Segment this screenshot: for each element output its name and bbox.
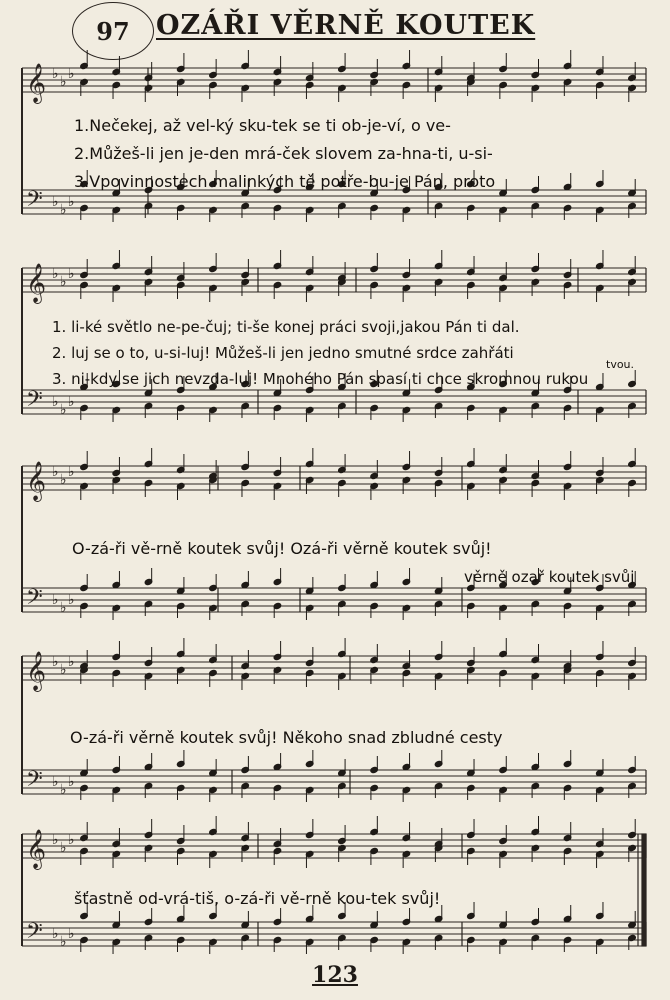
flat-icon: ♭: [68, 592, 75, 608]
flat-icon: ♭: [52, 926, 59, 942]
flat-icon: ♭: [52, 266, 59, 282]
flat-icon: ♭: [60, 662, 67, 678]
treble-clef-icon: 𝄞: [26, 651, 47, 691]
flat-icon: ♭: [52, 66, 59, 82]
flat-icon: ♭: [68, 832, 75, 848]
flat-icon: ♭: [60, 934, 67, 950]
flat-icon: ♭: [52, 774, 59, 790]
flat-icon: ♭: [68, 774, 75, 790]
flat-icon: ♭: [52, 464, 59, 480]
staff-lines: [22, 68, 646, 946]
lyric-s3-bass-line: věrně ozař koutek svůj: [464, 568, 635, 586]
flat-icon: ♭: [60, 600, 67, 616]
flat-icon: ♭: [60, 782, 67, 798]
flat-icon: ♭: [68, 394, 75, 410]
bass-clef-icon: 𝄢: [26, 187, 43, 217]
lyric-s2-verse2: 2. luj se o to, u-si-luj! Můžeš-li jen jedno smutné srdce zahřáti: [52, 344, 514, 362]
lyric-s4-refrain: O-zá-ři věrně koutek svůj! Někoho snad zbludné cesty: [70, 728, 503, 747]
treble-clef-icon: 𝄞: [26, 263, 47, 303]
bass-clef-icon: 𝄢: [26, 919, 43, 949]
lyric-s2-verse3: 3. ni-kdy se jich nevzda-luj! Mnohého Pán spasí ti chce skromnou rukou: [52, 370, 589, 388]
lyric-s1-verse3: 3.Vpovinnostech malinkých tě potře-bu-je Pán, proto: [74, 172, 496, 191]
flat-icon: ♭: [52, 394, 59, 410]
flat-icon: ♭: [52, 654, 59, 670]
flat-icon: ♭: [68, 926, 75, 942]
page-number: 123: [312, 962, 358, 988]
flat-icon: ♭: [52, 832, 59, 848]
flat-icon: ♭: [68, 654, 75, 670]
lyric-s2-verse1: 1. li-ké světlo ne-pe-čuj; ti-še konej práci svoji,jakou Pán ti dal.: [52, 318, 520, 336]
flat-icon: ♭: [60, 274, 67, 290]
lyric-s5-refrain: šťastně od-vrá-tiš, o-zá-ři vě-rně kou-tek svůj!: [74, 889, 441, 908]
treble-clef-icon: 𝄞: [26, 63, 47, 103]
flat-icon: ♭: [60, 74, 67, 90]
treble-clef-icon: 𝄞: [26, 461, 47, 501]
flat-icon: ♭: [68, 464, 75, 480]
flat-icon: ♭: [52, 194, 59, 210]
lyric-s1-verse2: 2.Můžeš-li jen je-den mrá-ček slovem za-hna-ti, u-si-: [74, 144, 493, 163]
bass-clef-icon: 𝄢: [26, 585, 43, 615]
final-barline: [642, 834, 646, 946]
lyric-s3-refrain: O-zá-ři vě-rně koutek svůj! Ozá-ři věrně koutek svůj!: [72, 539, 492, 558]
flat-icon: ♭: [60, 840, 67, 856]
flat-icon: ♭: [60, 202, 67, 218]
flat-icon: ♭: [52, 592, 59, 608]
treble-clef-icon: 𝄞: [26, 829, 47, 869]
flat-icon: ♭: [68, 66, 75, 82]
bass-clef-icon: 𝄢: [26, 767, 43, 797]
bar-lines: [148, 68, 646, 946]
flat-icon: ♭: [60, 472, 67, 488]
lyric-s2-extra: tvou.: [606, 358, 635, 371]
flat-icon: ♭: [68, 266, 75, 282]
flat-icon: ♭: [68, 194, 75, 210]
song-number: 97: [72, 2, 154, 60]
flat-icon: ♭: [60, 402, 67, 418]
lyric-s1-verse1: 1.Nečekej, až vel-ký sku-tek se ti ob-je-ví, o ve-: [74, 116, 451, 135]
song-title: OZÁŘI VĚRNĚ KOUTEK: [156, 10, 536, 41]
bass-clef-icon: 𝄢: [26, 387, 43, 417]
